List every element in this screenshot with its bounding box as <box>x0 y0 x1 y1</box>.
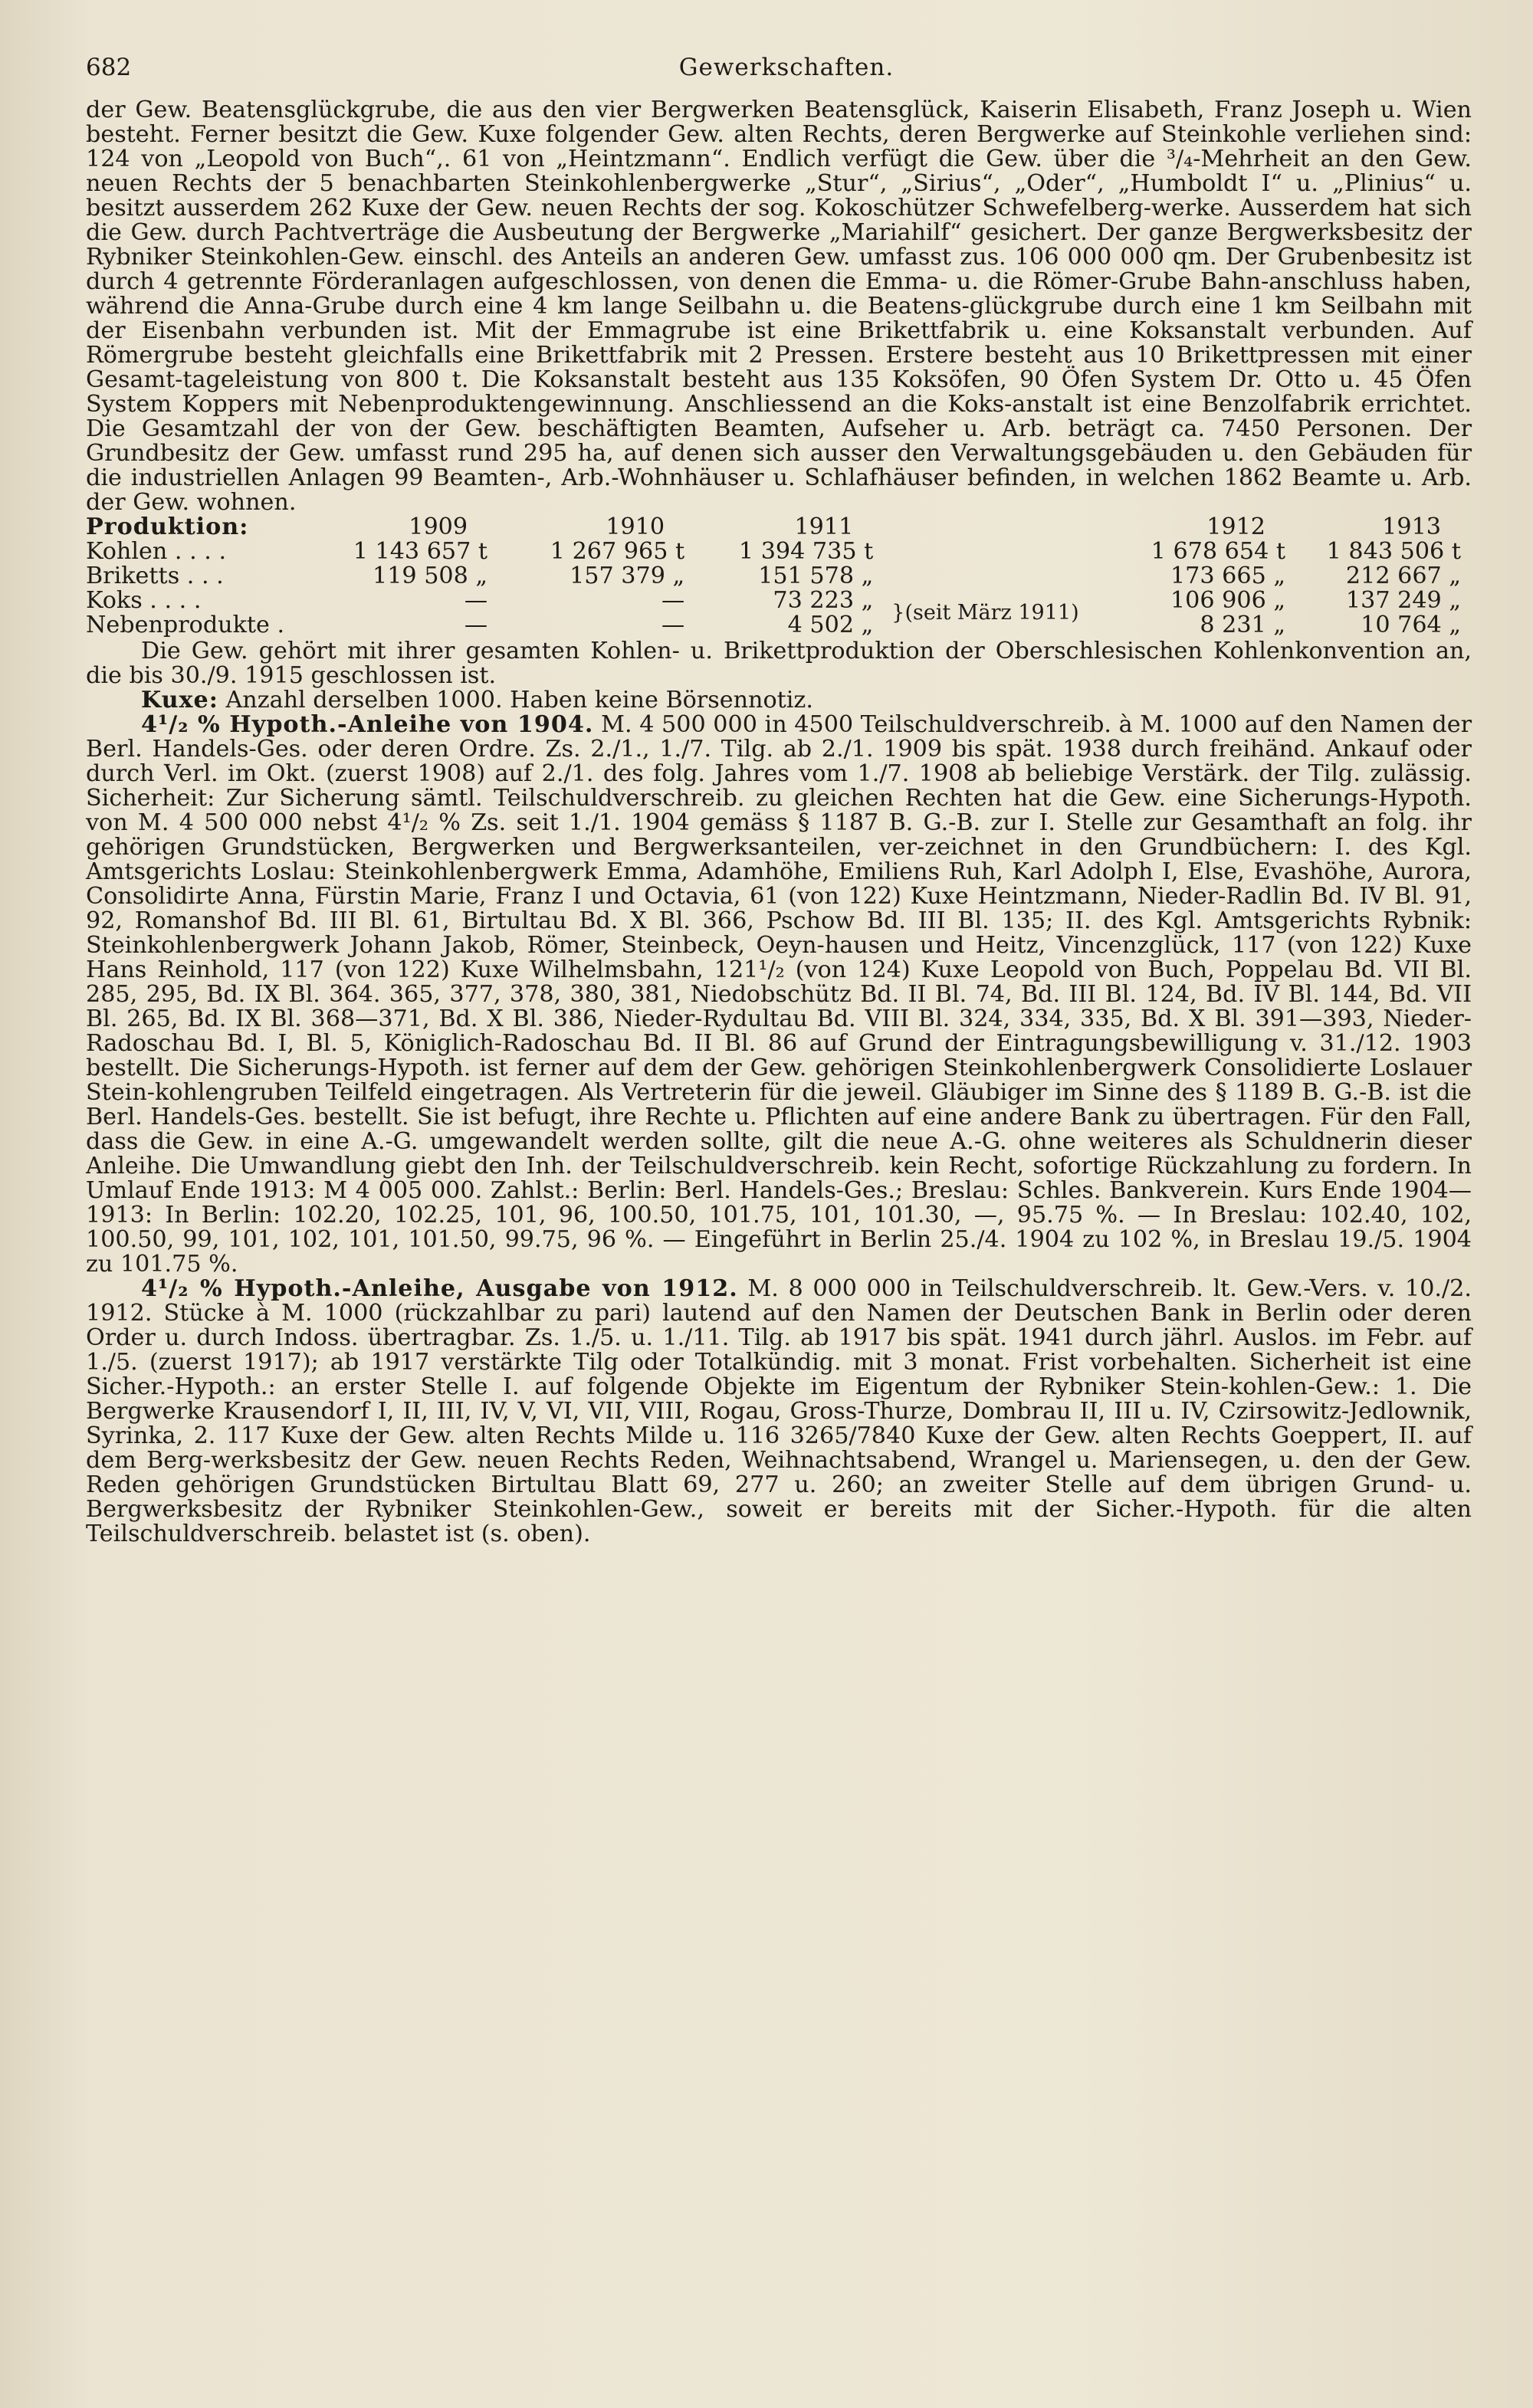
anleihe-1912-title: 4¹/₂ % Hypoth.-Anleihe, Ausgabe von 1912. <box>141 1275 738 1302</box>
cell-value: 157 379 „ <box>570 563 685 589</box>
table-row <box>86 613 1472 638</box>
running-title: Gewerkschaften. <box>678 54 895 81</box>
paragraph-anleihe-1912 <box>86 1277 1472 1547</box>
cell-value: 73 223 „ <box>773 587 874 614</box>
cell-value: — <box>661 612 685 638</box>
kuxe-label: Kuxe: <box>141 687 218 714</box>
year-1912: 1912 <box>1206 513 1266 540</box>
table-row <box>86 540 1472 564</box>
row-label: Briketts . . . <box>86 563 224 589</box>
cell-value: 106 906 „ <box>1170 587 1286 614</box>
cell-value: — <box>661 587 685 614</box>
year-1911: 1911 <box>794 513 854 540</box>
cell-value: 1 143 657 t <box>353 538 488 565</box>
row-label: Nebenprodukte . <box>86 612 285 638</box>
cell-value: 10 764 „ <box>1361 612 1461 638</box>
paragraph-kuxe <box>86 688 1472 713</box>
cell-value: 1 394 735 t <box>738 538 874 565</box>
anleihe-1904-title: 4¹/₂ % Hypoth.-Anleihe von 1904. <box>141 711 594 738</box>
row-label: Kohlen . . . . <box>86 538 227 565</box>
year-1909: 1909 <box>409 513 468 540</box>
paragraph-anleihe-1904 <box>86 713 1472 1277</box>
production-header-row <box>86 515 1472 540</box>
year-1910: 1910 <box>606 513 665 540</box>
cell-value: — <box>464 587 488 614</box>
body-text <box>86 98 1472 1547</box>
cell-value: 1 678 654 t <box>1151 538 1286 565</box>
cell-value: 212 667 „ <box>1345 563 1461 589</box>
kuxe-text: Anzahl derselben 1000. Haben keine Börsennotiz. <box>218 687 813 714</box>
cell-value: 1 267 965 t <box>550 538 685 565</box>
anleihe-1912-text: M. 8 000 000 in Teilschuldverschreib. lt. Gew.-Vers. v. 10./2. 1912. Stücke à M. 1000 (rückzahlbar zu pari) lautend auf den Namen der Deutschen Bank in Berlin oder deren Order u. durch Indoss. übertragbar. Zs. 1./5. u. 1./11. Tilg. ab 1917 bis spät. 1941 durch jährl. Auslos. im Febr. auf 1./5. (zuerst 1917); ab 1917 verstärkte Tilg oder Totalkündig. mit 3 monat. Frist vorbehalten. Sicherheit ist eine Sicher.-Hypoth.: an erster Stelle I. auf folgende Objekte im Eigentum der Rybniker Stein-kohlen-Gew.: 1. Die Bergwerke Krausendorf I, II, III, IV, V, VI, VII, VIII, Rogau, Gross-Thurze, Dombrau II, III u. IV, Czirsowitz-Jedlownik, Syrinka, 2. 117 Kuxe der Gew. alten Rechts Milde u. 116 3265/7840 Kuxe der Gew. alten Rechts Goeppert, II. auf dem Berg-werksbesitz der Gew. neuen Rechts Reden, Weihnachtsabend, Wrangel u. Mariensegen, u. den der Gew. Reden gehörigen Grundstücken Birtultau Blatt 69, 277 u. 260; an zweiter Stelle auf dem übrigen Grund- u. Bergwerksbesitz der Rybniker Steinkohlen-Gew., soweit er bereits mit der Sicher.-Hypoth. für die alten Teilschuldverschreib. belastet ist (s. oben). <box>86 1275 1472 1547</box>
row-label: Koks . . . . <box>86 587 202 614</box>
year-1913: 1913 <box>1382 513 1441 540</box>
production-label: Produktion: <box>86 513 249 540</box>
production-note: }(seit März 1911) <box>891 601 1079 625</box>
cell-value: 173 665 „ <box>1170 563 1286 589</box>
table-row <box>86 564 1472 589</box>
production-table <box>86 515 1472 638</box>
cell-value: 119 508 „ <box>372 563 488 589</box>
cell-value: 4 502 „ <box>787 612 874 638</box>
paragraph-kohlenkonvention: Die Gew. gehört mit ihrer gesamten Kohlen- u. Brikettproduktion der Oberschlesischen Kohlenkonvention an, die bis 30./9. 1915 geschlossen ist. <box>86 638 1472 689</box>
cell-value: 151 578 „ <box>758 563 874 589</box>
anleihe-1904-text: M. 4 500 000 in 4500 Teilschuldverschreib. à M. 1000 auf den Namen der Berl. Handels-Ges. oder deren Ordre. Zs. 2./1., 1./7. Tilg. ab 2./1. 1909 bis spät. 1938 durch freihänd. Ankauf oder durch Verl. im Okt. (zuerst 1908) auf 2./1. des folg. Jahres vom 1./7. 1908 ab beliebige Verstärk. der Tilg. zulässig. Sicherheit: Zur Sicherung sämtl. Teilschuldverschreib. zu gleichen Rechten hat die Gew. eine Sicherungs-Hypoth. von M. 4 500 000 nebst 4¹/₂ % Zs. seit 1./1. 1904 gemäss § 1187 B. G.-B. zur I. Stelle zur Gesamthaft an folg. ihr gehörigen Grundstücken, Bergwerken und Bergwerksanteilen, ver-zeichnet in den Grundbüchern: I. des Kgl. Amtsgerichts Loslau: Steinkohlenbergwerk Emma, Adamhöhe, Emiliens Ruh, Karl Adolph I, Else, Evashöhe, Aurora, Consolidirte Anna, Fürstin Marie, Franz I und Octavia, 61 (von 122) Kuxe Heintzmann, Nieder-Radlin Bd. IV Bl. 91, 92, Romanshof Bd. III Bl. 61, Birtultau Bd. X Bl. 366, Pschow Bd. III Bl. 135; II. des Kgl. Amtsgerichts Rybnik: Steinkohlenbergwerk Johann Jakob, Römer, Steinbeck, Oeyn-hausen und Heitz, Vincenzglück, 117 (von 122) Kuxe Hans Reinhold, 117 (von 122) Kuxe Wilhelmsbahn, 121¹/₂ (von 124) Kuxe Leopold von Buch, Poppelau Bd. VII Bl. 285, 295, Bd. IX Bl. 364. 365, 377, 378, 380, 381, Niedobschütz Bd. II Bl. 74, Bd. III Bl. 124, Bd. IV Bl. 144, Bd. VII Bl. 265, Bd. IX Bl. 368—371, Bd. X Bl. 386, Nieder-Rydultau Bd. VIII Bl. 324, 334, 335, Bd. X Bl. 391—393, Nieder-Radoschau Bd. I, Bl. 5, Königlich-Radoschau Bd. II Bl. 86 auf Grund der Eintragungsbewilligung v. 31./12. 1903 bestellt. Die Sicherungs-Hypoth. ist ferner auf dem der Gew. gehörigen Steinkohlenbergwerk Consolidierte Loslauer Stein-kohlengruben Teilfeld eingetragen. Als Vertreterin für die jeweil. Gläubiger im Sinne des § 1189 B. G.-B. ist die Berl. Handels-Ges. bestellt. Sie ist befugt, ihre Rechte u. Pflichten auf eine andere Bank zu übertragen. Für den Fall, dass die Gew. in eine A.-G. umgewandelt werden sollte, gilt die neue A.-G. ohne weiteres als Schuldnerin dieser Anleihe. Die Umwandlung giebt den Inh. der Teilschuldverschreib. kein Recht, sofortige Rückzahlung zu fordern. In Umlauf Ende 1913: M 4 005 000. Zahlst.: Berlin: Berl. Handels-Ges.; Breslau: Schles. Bankverein. Kurs Ende 1904—1913: In Berlin: 102.20, 102.25, 101, 96, 100.50, 101.75, 101, 101.30, —, 95.75 %. — In Breslau: 102.40, 102, 100.50, 99, 101, 102, 101, 101.50, 99.75, 96 %. — Eingeführt in Berlin 25./4. 1904 zu 102 %, in Breslau 19./5. 1904 zu 101.75 %. <box>86 711 1472 1278</box>
page-number: 682 <box>86 54 132 81</box>
cell-value: 1 843 506 t <box>1326 538 1461 565</box>
cell-value: 137 249 „ <box>1345 587 1461 614</box>
cell-value: 8 231 „ <box>1200 612 1286 638</box>
cell-value: — <box>464 612 488 638</box>
page-header <box>86 54 1487 98</box>
paragraph-gewerkschaft-description: der Gew. Beatensglückgrube, die aus den vier Bergwerken Beatensglück, Kaiserin Elisabeth, Franz Joseph u. Wien besteht. Ferner besitzt die Gew. Kuxe folgender Gew. alten Rechts, deren Bergwerke auf Steinkohle verliehen sind: 124 von „Leopold von Buch“,. 61 von „Heintzmann“. Endlich verfügt die Gew. über die ³/₄-Mehrheit an den Gew. neuen Rechts der 5 benachbarten Steinkohlenbergwerke „Stur“, „Sirius“, „Oder“, „Humboldt I“ u. „Plinius“ u. besitzt ausserdem 262 Kuxe der Gew. neuen Rechts der sog. Kokoschützer Schwefelberg-werke. Ausserdem hat sich die Gew. durch Pachtverträge die Ausbeutung der Bergwerke „Mariahilf“ gesichert. Der ganze Bergwerksbesitz der Rybniker Steinkohlen-Gew. einschl. des Anteils an anderen Gew. umfasst zus. 106 000 000 qm. Der Grubenbesitz ist durch 4 getrennte Förderanlagen aufgeschlossen, von denen die Emma- u. die Römer-Grube Bahn-anschluss haben, während die Anna-Grube durch eine 4 km lange Seilbahn u. die Beatens-glückgrube durch eine 1 km Seilbahn mit der Eisenbahn verbunden ist. Mit der Emmagrube ist eine Brikettfabrik u. eine Koksanstalt verbunden. Auf Römergrube besteht gleichfalls eine Brikettfabrik mit 2 Pressen. Erstere besteht aus 10 Brikettpressen mit einer Gesamt-tageleistung von 800 t. Die Koksanstalt besteht aus 135 Koksöfen, 90 Öfen System Dr. Otto u. 45 Öfen System Koppers mit Nebenproduktengewinnung. Anschliessend an die Koks-anstalt ist eine Benzolfabrik errichtet. Die Gesamtzahl der von der Gew. beschäftigten Beamten, Aufseher u. Arb. beträgt ca. 7450 Personen. Der Grundbesitz der Gew. umfasst rund 295 ha, auf denen sich ausser den Verwaltungsgebäuden u. den Gebäuden für die industriellen Anlagen 99 Beamten-, Arb.-Wohnhäuser u. Schlafhäuser befinden, in welchen 1862 Beamte u. Arb. der Gew. wohnen. <box>86 97 1472 516</box>
table-row <box>86 589 1472 613</box>
